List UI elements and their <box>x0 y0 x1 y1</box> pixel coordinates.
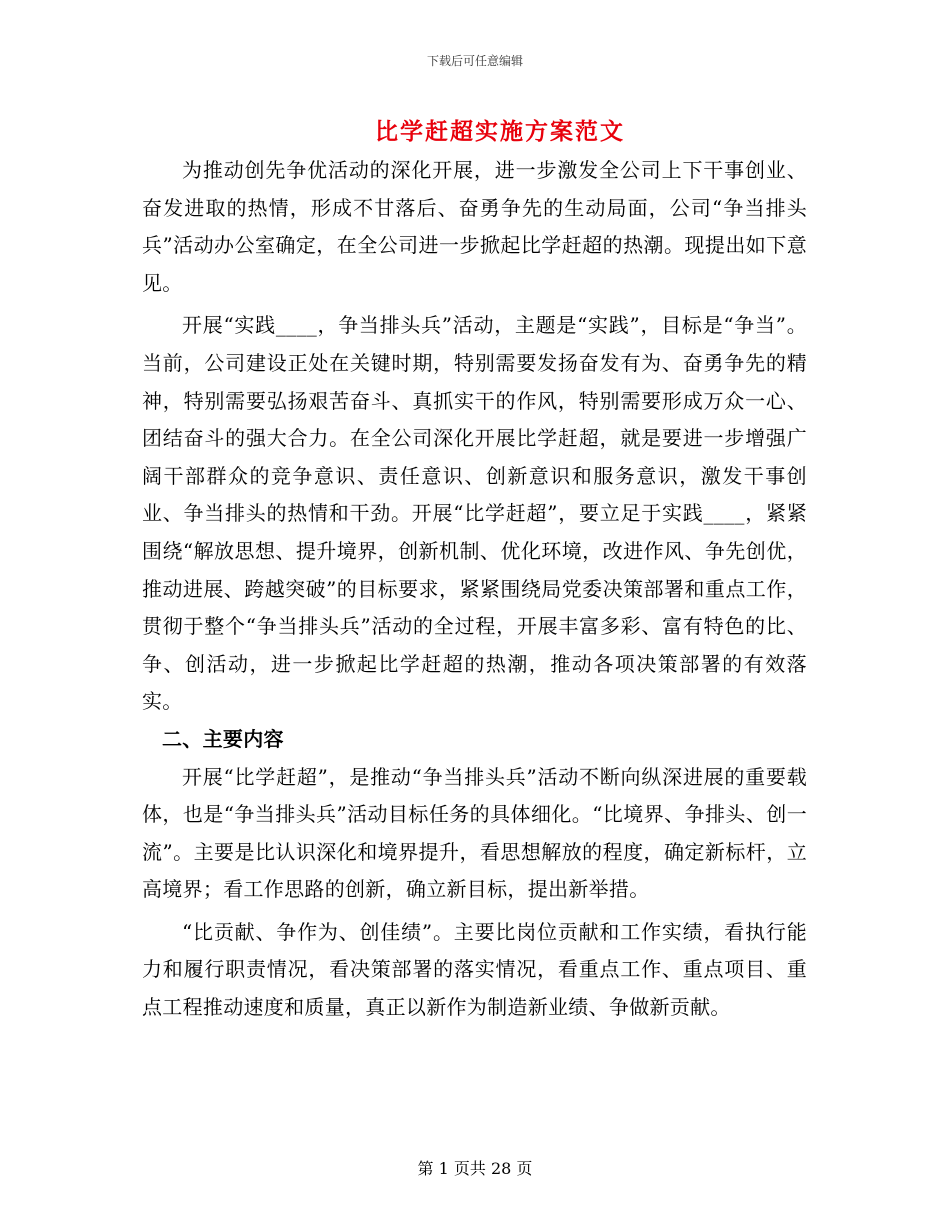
document-body <box>142 152 807 1027</box>
page-header-note: 下载后可任意编辑 <box>426 54 523 68</box>
content-paragraph-1: 开展“比学赶超”，是推动“争当排头兵”活动不断向纵深进展的重要载体，也是“争当排头兵”活动目标任务的具体细化。“比境界、争排头、创一流”。主要是比认识深化和境界提升，看思想解放的程度，确定新标杆，立高境界；看工作思路的创新，确立新目标，提出新举措。 <box>142 764 807 902</box>
intro-paragraph: 为推动创先争优活动的深化开展，进一步激发全公司上下干事创业、奋发进取的热情，形成不甘落后、奋勇争先的生动局面，公司“争当排头兵”活动办公室确定，在全公司进一步掀起比学赶超的热潮。现提出如下意见。 <box>142 158 807 295</box>
content-paragraph-2: “比贡献、争作为、创佳绩”。主要比岗位贡献和工作实绩，看执行能力和履行职责情况，看决策部署的落实情况，看重点工作、重点项目、重点工程推动速度和质量，真正以新作为制造新业绩、争做新贡献。 <box>142 919 807 1020</box>
page-number: 第 1 页共 28 页 <box>417 1159 533 1178</box>
section-heading: 二、主要内容 <box>162 726 284 751</box>
document-title: 比学赶超实施方案范文 <box>375 118 625 145</box>
theme-paragraph: 开展“实践____，争当排头兵”活动，主题是“实践”，目标是“争当”。当前，公司建设正处在关键时期，特别需要发扬奋发有为、奋勇争先的精神，特别需要弘扬艰苦奋斗、真抓实干的作风，特别需要形成万众一心、团结奋斗的强大合力。在全公司深化开展比学赶超，就是要进一步增强广阔干部群众的竞争意识、责任意识、创新意识和服务意识，激发干事创业、争当排头的热情和干劲。开展“比学赶超”，要立足于实践____，紧紧围绕“解放思想、提升境界，创新机制、优化环境，改进作风、争先创优，推动进展、跨越突破”的目标要求，紧紧围绕局党委决策部署和重点工作，贯彻于整个“争当排头兵”活动的全过程，开展丰富多彩、富有特色的比、争、创活动，进一步掀起比学赶超的热潮，推动各项决策部署的有效落实。 <box>142 313 807 714</box>
